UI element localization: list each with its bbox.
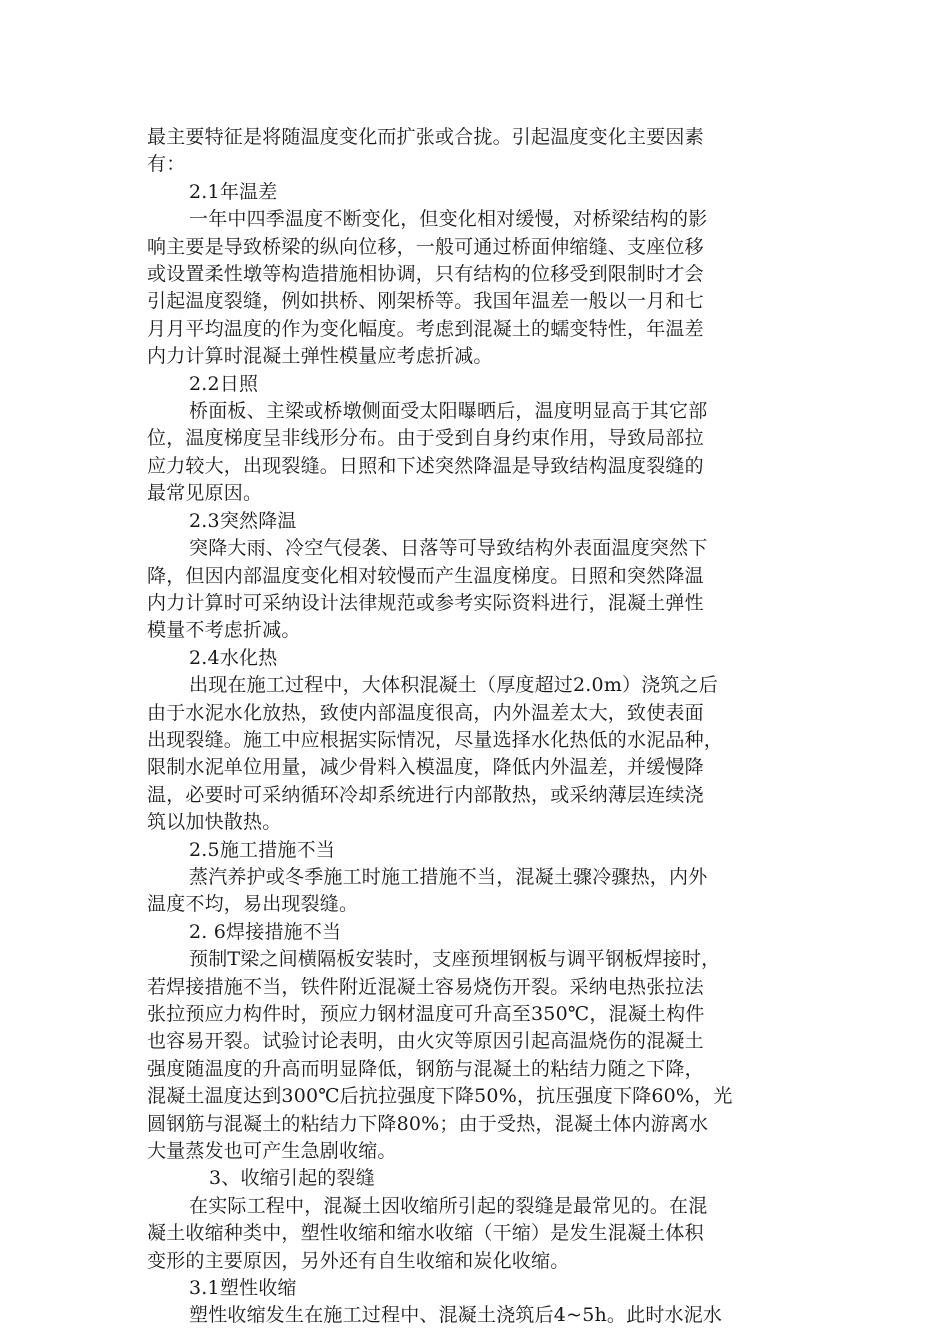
document-line: 在实际工程中，混凝土因收缩所引起的裂缝是最常见的。在混 (189, 1194, 708, 1217)
document-line: 凝土收缩种类中，塑性收缩和缩水收缩（干缩）是发生混凝土体积 (147, 1222, 704, 1245)
document-line: 响主要是导致桥梁的纵向位移，一般可通过桥面伸缩缝、支座位移 (147, 235, 704, 258)
document-line: 变形的主要原因，另外还有自生收缩和炭化收缩。 (147, 1249, 570, 1272)
document-line: 2.1年温差 (189, 180, 278, 203)
document-line: 最主要特征是将随温度变化而扩张或合拢。引起温度变化主要因素 (147, 126, 704, 148)
document-line: 预制T梁之间横隔板安装时，支座预埋钢板与调平钢板焊接时， (189, 948, 721, 971)
document-line: 也容易开裂。试验讨论表明，由火灾等原因引起高温烧伤的混凝土 (147, 1030, 704, 1053)
document-line: 内力计算时混凝土弹性模量应考虑折减。 (147, 345, 493, 368)
document-line: 若焊接措施不当，铁件附近混凝土容易烧伤开裂。采纳电热张拉法 (147, 975, 704, 998)
document-line: 大量蒸发也可产生急剧收缩。 (147, 1140, 397, 1163)
document-line: 应力较大，出现裂缝。日照和下述突然降温是导致结构温度裂缝的 (147, 454, 704, 477)
document-line: 筑以加快散热。 (147, 811, 282, 834)
document-line: 桥面板、主梁或桥墩侧面受太阳曝晒后，温度明显高于其它部 (189, 400, 708, 423)
document-line: 3.1塑性收缩 (189, 1277, 297, 1300)
document-line: 突降大雨、冷空气侵袭、日落等可导致结构外表面温度突然下 (189, 537, 708, 560)
document-line: 2.5施工措施不当 (189, 838, 336, 861)
document-line: 有： (147, 153, 186, 176)
document-line: 强度随温度的升高而明显降低，钢筋与混凝土的粘结力随之下降， (147, 1057, 704, 1080)
document-line: 张拉预应力构件时，预应力钢材温度可升高至350℃，混凝土构件 (147, 1003, 705, 1025)
document-line: 引起温度裂缝，例如拱桥、刚架桥等。我国年温差一般以一月和七 (147, 290, 704, 313)
document-line: 温，必要时可采纳循环冷却系统进行内部散热，或采纳薄层连续浇 (147, 783, 704, 806)
document-line: 内力计算时可采纳设计法律规范或参考实际资料进行，混凝土弹性 (147, 591, 704, 614)
document-line: 3、收缩引起的裂缝 (209, 1167, 375, 1190)
document-line: 或设置柔性墩等构造措施相协调，只有结构的位移受到限制时才会 (147, 263, 704, 286)
document-line: 位，温度梯度呈非线形分布。由于受到自身约束作用，导致局部拉 (147, 427, 704, 450)
document-line: 限制水泥单位用量，减少骨料入模温度，降低内外温差，并缓慢降 (147, 756, 704, 779)
document-line: 出现在施工过程中，大体积混凝土（厚度超过2.0m）浇筑之后 (189, 674, 719, 697)
document-line: 2. 6焊接措施不当 (189, 920, 342, 943)
document-line: 降，但因内部温度变化相对较慢而产生温度梯度。日照和突然降温 (147, 564, 704, 587)
document-line: 最常见原因。 (147, 482, 263, 505)
document-line: 2.3突然降温 (189, 509, 297, 532)
document-body (147, 124, 807, 1330)
document-line: 模量不考虑折减。 (147, 619, 301, 642)
document-line: 圆钢筋与混凝土的粘结力下降80%；由于受热，混凝土体内游离水 (147, 1112, 709, 1135)
document-line: 2.2日照 (189, 372, 259, 395)
document-line: 混凝土温度达到300℃后抗拉强度下降50%，抗压强度下降60%，光 (147, 1085, 733, 1108)
document-line: 温度不均，易出现裂缝。 (147, 893, 359, 916)
document-line: 一年中四季温度不断变化，但变化相对缓慢，对桥梁结构的影 (189, 208, 708, 231)
document-line: 蒸汽养护或冬季施工时施工措施不当，混凝土骤冷骤热，内外 (189, 865, 708, 888)
document-line: 塑性收缩发生在施工过程中、混凝土浇筑后4~5h。此时水泥水 (189, 1304, 723, 1327)
document-line: 2.4水化热 (189, 646, 278, 669)
document-line: 月月平均温度的作为变化幅度。考虑到混凝土的蠕变特性，年温差 (147, 317, 704, 340)
document-line: 出现裂缝。施工中应根据实际情况，尽量选择水化热低的水泥品种， (147, 728, 724, 751)
document-line: 由于水泥水化放热，致使内部温度很高，内外温差太大，致使表面 (147, 701, 704, 724)
